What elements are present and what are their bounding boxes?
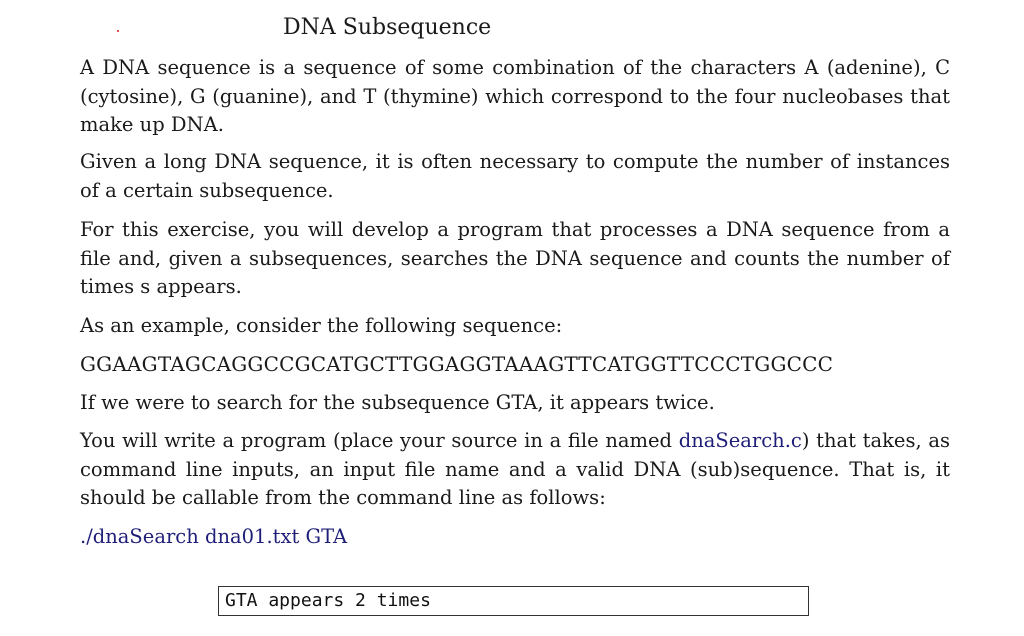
count-paragraph: Given a long DNA sequence, it is often necessary to compute the number of instances of a certain subsequence.: [80, 150, 950, 202]
example-paragraph: As an example, consider the following sequence:: [80, 314, 563, 337]
command-line-example: ./dnaSearch dna01.txt GTA: [80, 525, 348, 548]
stray-dot-mark: [117, 30, 119, 32]
output-box: [218, 586, 809, 616]
source-file-name: dnaSearch.c: [678, 429, 802, 452]
dna-sequence: GGAAGTAGCAGGCCGCATGCTTGGAGGTAAAGTTCATGGTTCCCTGGCCC: [80, 352, 834, 376]
output-text: GTA appears 2 times: [225, 590, 431, 611]
program-text-after: ) that takes, as command line inputs, an input file name and a valid DNA (sub)sequence. That is, it should be callable from the command line as follows:: [80, 429, 950, 509]
program-paragraph: [80, 427, 950, 513]
intro-paragraph: A DNA sequence is a sequence of some combination of the characters A (adenine), C (cytosine), G (guanine), and T (thymine) which correspond to the four nucleobases that make up DNA.: [80, 56, 950, 136]
search-paragraph: If we were to search for the subsequence GTA, it appears twice.: [80, 391, 715, 414]
program-text-before: You will write a program (place your source in a file named: [80, 429, 679, 452]
page-title: DNA Subsequence: [283, 15, 492, 40]
exercise-paragraph: For this exercise, you will develop a program that processes a DNA sequence from a file and, given a subsequences, searches the DNA sequence and counts the number of times s appears.: [80, 218, 950, 298]
